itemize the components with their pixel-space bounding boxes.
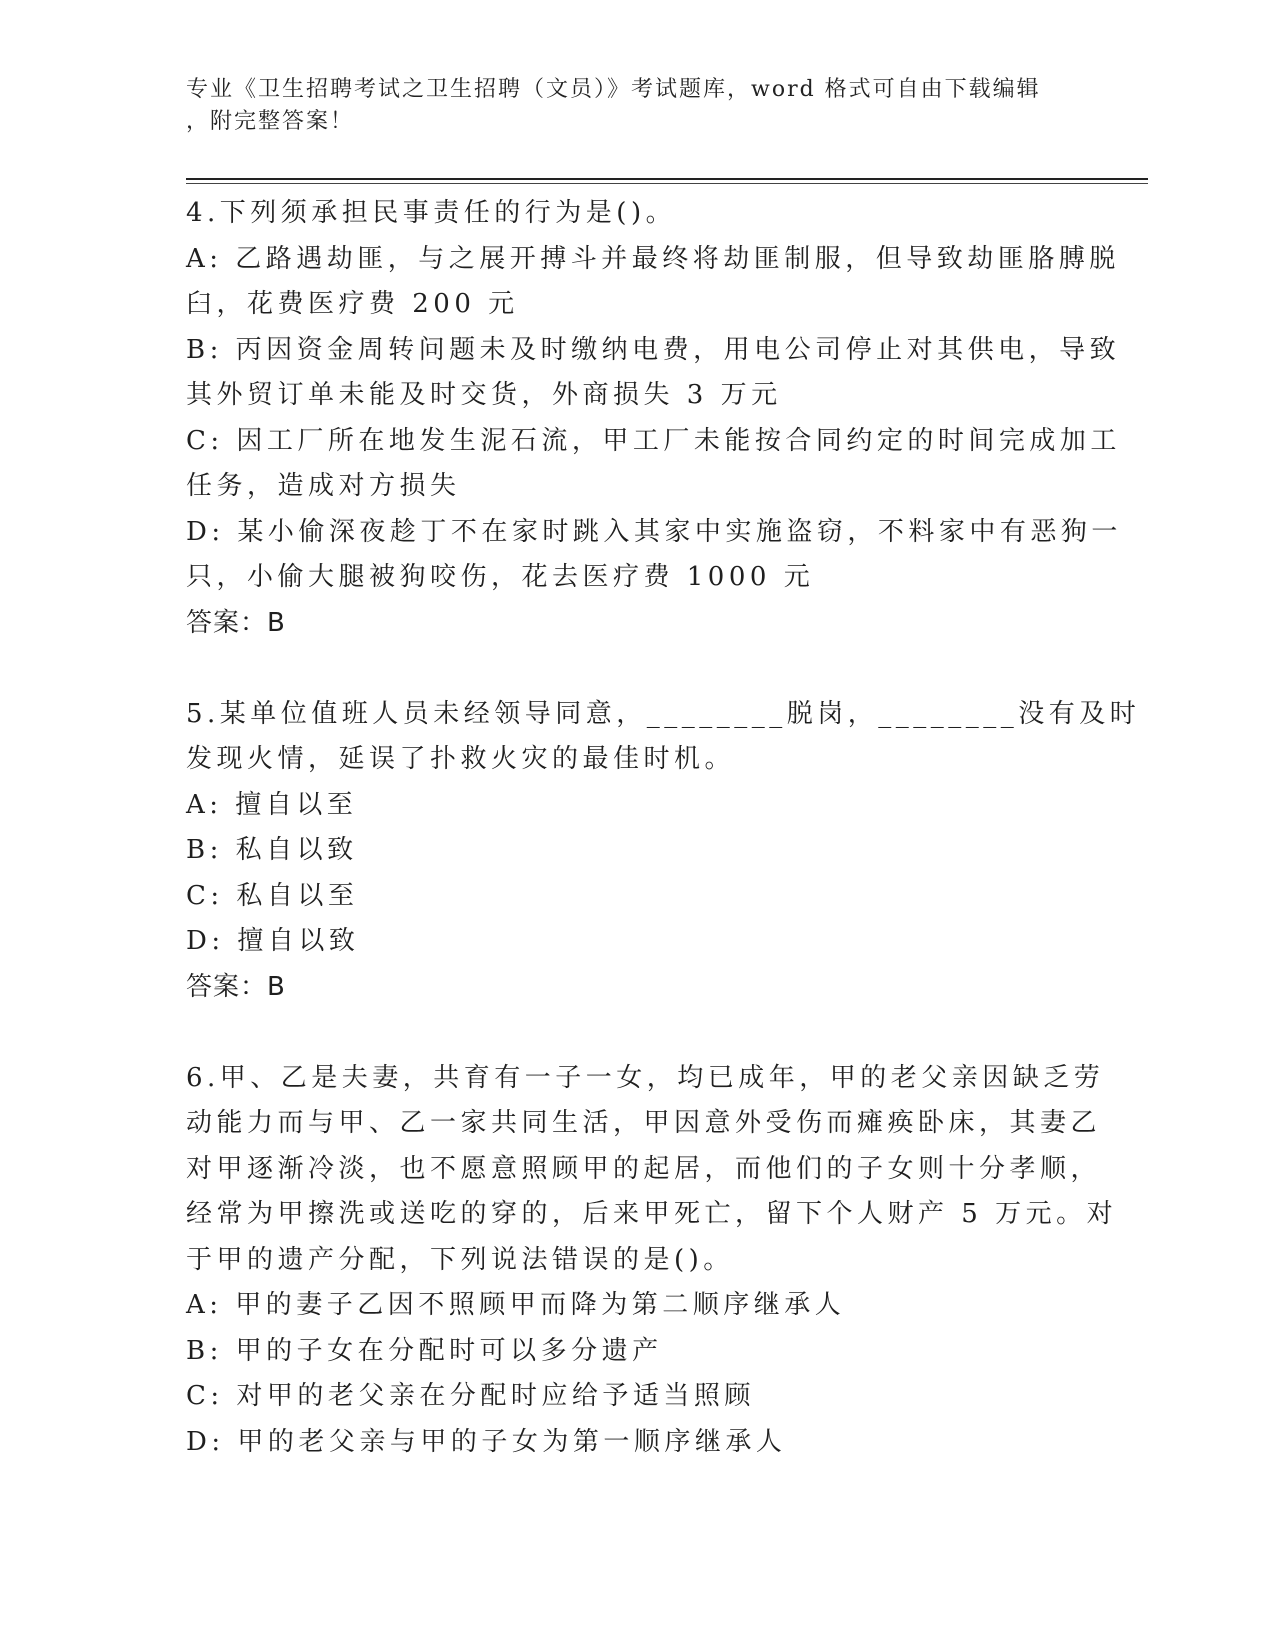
question-list [186, 191, 1141, 1465]
question-stem-line: 对甲逐渐冷淡，也不愿意照顾甲的起居，而他们的子女则十分孝顺， [186, 1153, 1102, 1184]
header-rule-thick [186, 178, 1148, 180]
option-c-line: C: 因工厂所在地发生泥石流，甲工厂未能按合同约定的时间完成加工 [186, 425, 1121, 456]
header-line-1: 专业《卫生招聘考试之卫生招聘（文员）》考试题库，word 格式可自由下载编辑 [186, 77, 1041, 102]
option-c-line: C: 私自以至 [186, 880, 359, 911]
option-d-line: D: 擅自以致 [186, 926, 360, 956]
question-stem-line: 6.甲、乙是夫妻，共育有一子一女，均已成年，甲的老父亲因缺乏劳 [186, 1062, 1105, 1093]
option-d-line: 只，小偷大腿被狗咬伤，花去医疗费 1000 元 [186, 562, 815, 592]
question-gap [186, 1010, 1086, 1056]
header-line-2: ，附完整答案！ [186, 109, 355, 134]
document-header [186, 74, 1066, 138]
option-d-line: D: 某小偷深夜趁丁不在家时跳入其家中实施盗窃，不料家中有恶狗一 [186, 516, 1122, 547]
option-d-line: D: 甲的老父亲与甲的子女为第一顺序继承人 [186, 1426, 787, 1457]
question-stem-line: 于甲的遗产分配，下列说法错误的是()。 [186, 1244, 734, 1275]
option-a-line: 臼，花费医疗费 200 元 [186, 289, 519, 319]
question-gap [186, 646, 1086, 692]
option-a-line: A: 擅自以至 [186, 789, 358, 820]
option-a-line: A: 乙路遇劫匪，与之展开搏斗并最终将劫匪制服，但导致劫匪胳膊脱 [186, 243, 1120, 274]
question-stem-line: 动能力而与甲、乙一家共同生活，甲因意外受伤而瘫痪卧床，其妻乙 [186, 1108, 1102, 1138]
option-b-line: B: 丙因资金周转问题未及时缴纳电费，用电公司停止对其供电，导致 [186, 334, 1121, 365]
question-5 [186, 692, 1141, 1011]
option-a-line: A: 甲的妻子乙因不照顾甲而降为第二顺序继承人 [186, 1290, 846, 1320]
option-c-line: C: 对甲的老父亲在分配时应给予适当照顾 [186, 1381, 755, 1411]
question-6 [186, 1056, 1118, 1466]
question-stem-line: 4.下列须承担民事责任的行为是()。 [186, 198, 677, 228]
question-stem-line: 5.某单位值班人员未经领导同意，________脱岗，________没有及时 [186, 698, 1141, 729]
question-stem-line: 发现火情，延误了扑救火灾的最佳时机。 [186, 744, 736, 774]
question-4 [186, 191, 1122, 646]
question-stem-line: 经常为甲擦洗或送吃的穿的，后来甲死亡，留下个人财产 5 万元。对 [186, 1199, 1118, 1229]
answer-label: 答案：B [186, 971, 286, 1002]
option-b-line: B: 私自以致 [186, 835, 358, 865]
option-b-line: 其外贸订单未能及时交货，外商损失 3 万元 [186, 380, 782, 410]
option-b-line: B: 甲的子女在分配时可以多分遗产 [186, 1335, 663, 1366]
header-rule-thin [186, 183, 1148, 184]
answer-label: 答案：B [186, 607, 286, 638]
option-c-line: 任务，造成对方损失 [186, 471, 461, 501]
